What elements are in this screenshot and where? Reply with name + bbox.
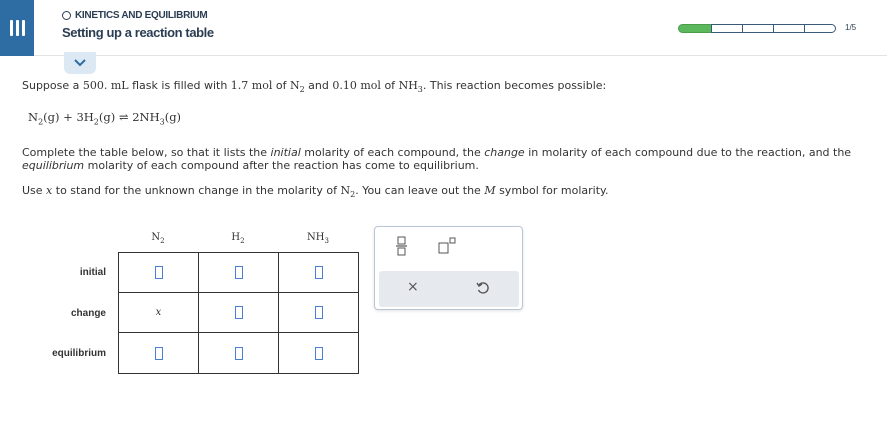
initial-h2-input[interactable] <box>235 266 243 279</box>
cell-equilibrium-n2 <box>119 333 199 373</box>
row-label-equilibrium: equilibrium <box>52 348 106 359</box>
topic-heading <box>62 10 207 21</box>
progress-segment-5 <box>804 24 836 33</box>
n2-formula: $N_2$ <box>289 79 305 95</box>
progress-bar <box>678 24 835 33</box>
chevron-down-icon <box>74 59 86 67</box>
progress-segment-1 <box>678 24 712 33</box>
problem-intro <box>22 79 606 94</box>
collapse-button[interactable] <box>64 52 96 74</box>
equilibrium-n2-input[interactable] <box>155 347 163 360</box>
column-header-h2: $H_2$ <box>231 232 245 245</box>
fraction-button[interactable] <box>395 235 409 261</box>
intro-text: and <box>304 79 333 92</box>
row-label-initial: initial <box>79 267 106 278</box>
tool-actions <box>379 271 519 307</box>
top-bar <box>0 0 887 56</box>
superscript-icon <box>437 237 457 255</box>
progress-segment-2 <box>711 24 743 33</box>
change-n2-value: x <box>155 307 162 318</box>
column-header-n2: $N_2$ <box>151 232 165 245</box>
undo-button[interactable] <box>476 280 490 299</box>
equilibrium-arrow: ⇌ <box>118 110 129 124</box>
volume-value: 500. mL <box>82 79 129 92</box>
initial-nh3-input[interactable] <box>315 266 323 279</box>
intro-text: . This reaction becomes possible: <box>422 79 607 92</box>
column-header-nh3: $NH_3$ <box>307 232 329 245</box>
cell-initial-nh3 <box>279 253 359 293</box>
topic-label: KINETICS AND EQUILIBRIUM <box>75 10 208 21</box>
math-tool-panel <box>374 226 523 310</box>
intro-text: flask is filled with <box>128 79 231 92</box>
intro-text: of <box>380 79 399 92</box>
cell-equilibrium-h2 <box>199 333 279 373</box>
cell-initial-h2 <box>199 253 279 293</box>
superscript-button[interactable] <box>437 237 457 259</box>
cell-change-nh3 <box>279 293 359 333</box>
nh3-formula: $NH_3$ <box>398 79 423 95</box>
variable-hint: Use x to stand for the unknown change in the molarity of $N_2$. You can leave out the M symbol for molarity. <box>22 184 609 200</box>
cell-equilibrium-nh3 <box>279 333 359 373</box>
change-nh3-input[interactable] <box>315 306 323 319</box>
intro-text: Suppose a <box>22 79 83 92</box>
n2-amount: 1.7 mol <box>230 79 273 92</box>
clear-button[interactable]: × <box>407 279 419 295</box>
circle-icon <box>62 11 71 20</box>
fraction-icon <box>395 235 409 257</box>
intro-text: of <box>272 79 290 92</box>
row-label-change: change <box>70 308 106 319</box>
cell-change-n2 <box>119 293 199 333</box>
hamburger-icon <box>10 20 25 36</box>
equilibrium-nh3-input[interactable] <box>315 347 323 360</box>
ice-table <box>118 252 359 374</box>
cell-change-h2 <box>199 293 279 333</box>
progress-segment-4 <box>773 24 805 33</box>
nh3-amount: 0.10 mol <box>332 79 381 92</box>
menu-button[interactable] <box>0 0 34 56</box>
progress-segment-3 <box>742 24 774 33</box>
undo-icon <box>476 281 490 295</box>
instructions: Complete the table below, so that it lists the initial molarity of each compound, the change in molarity of each compound due to the reaction, and the equilibrium molarity of each compound after the reaction has come to equilibrium. <box>22 146 852 172</box>
equilibrium-h2-input[interactable] <box>235 347 243 360</box>
change-h2-input[interactable] <box>235 306 243 319</box>
progress-label: 1/5 <box>845 23 857 32</box>
reaction-equation: $N_2(g) + 3H_2(g)$ ⇌ $2NH_3(g)$ <box>28 110 182 127</box>
page-title: Setting up a reaction table <box>62 25 214 40</box>
cell-initial-n2 <box>119 253 199 293</box>
initial-n2-input[interactable] <box>155 266 163 279</box>
